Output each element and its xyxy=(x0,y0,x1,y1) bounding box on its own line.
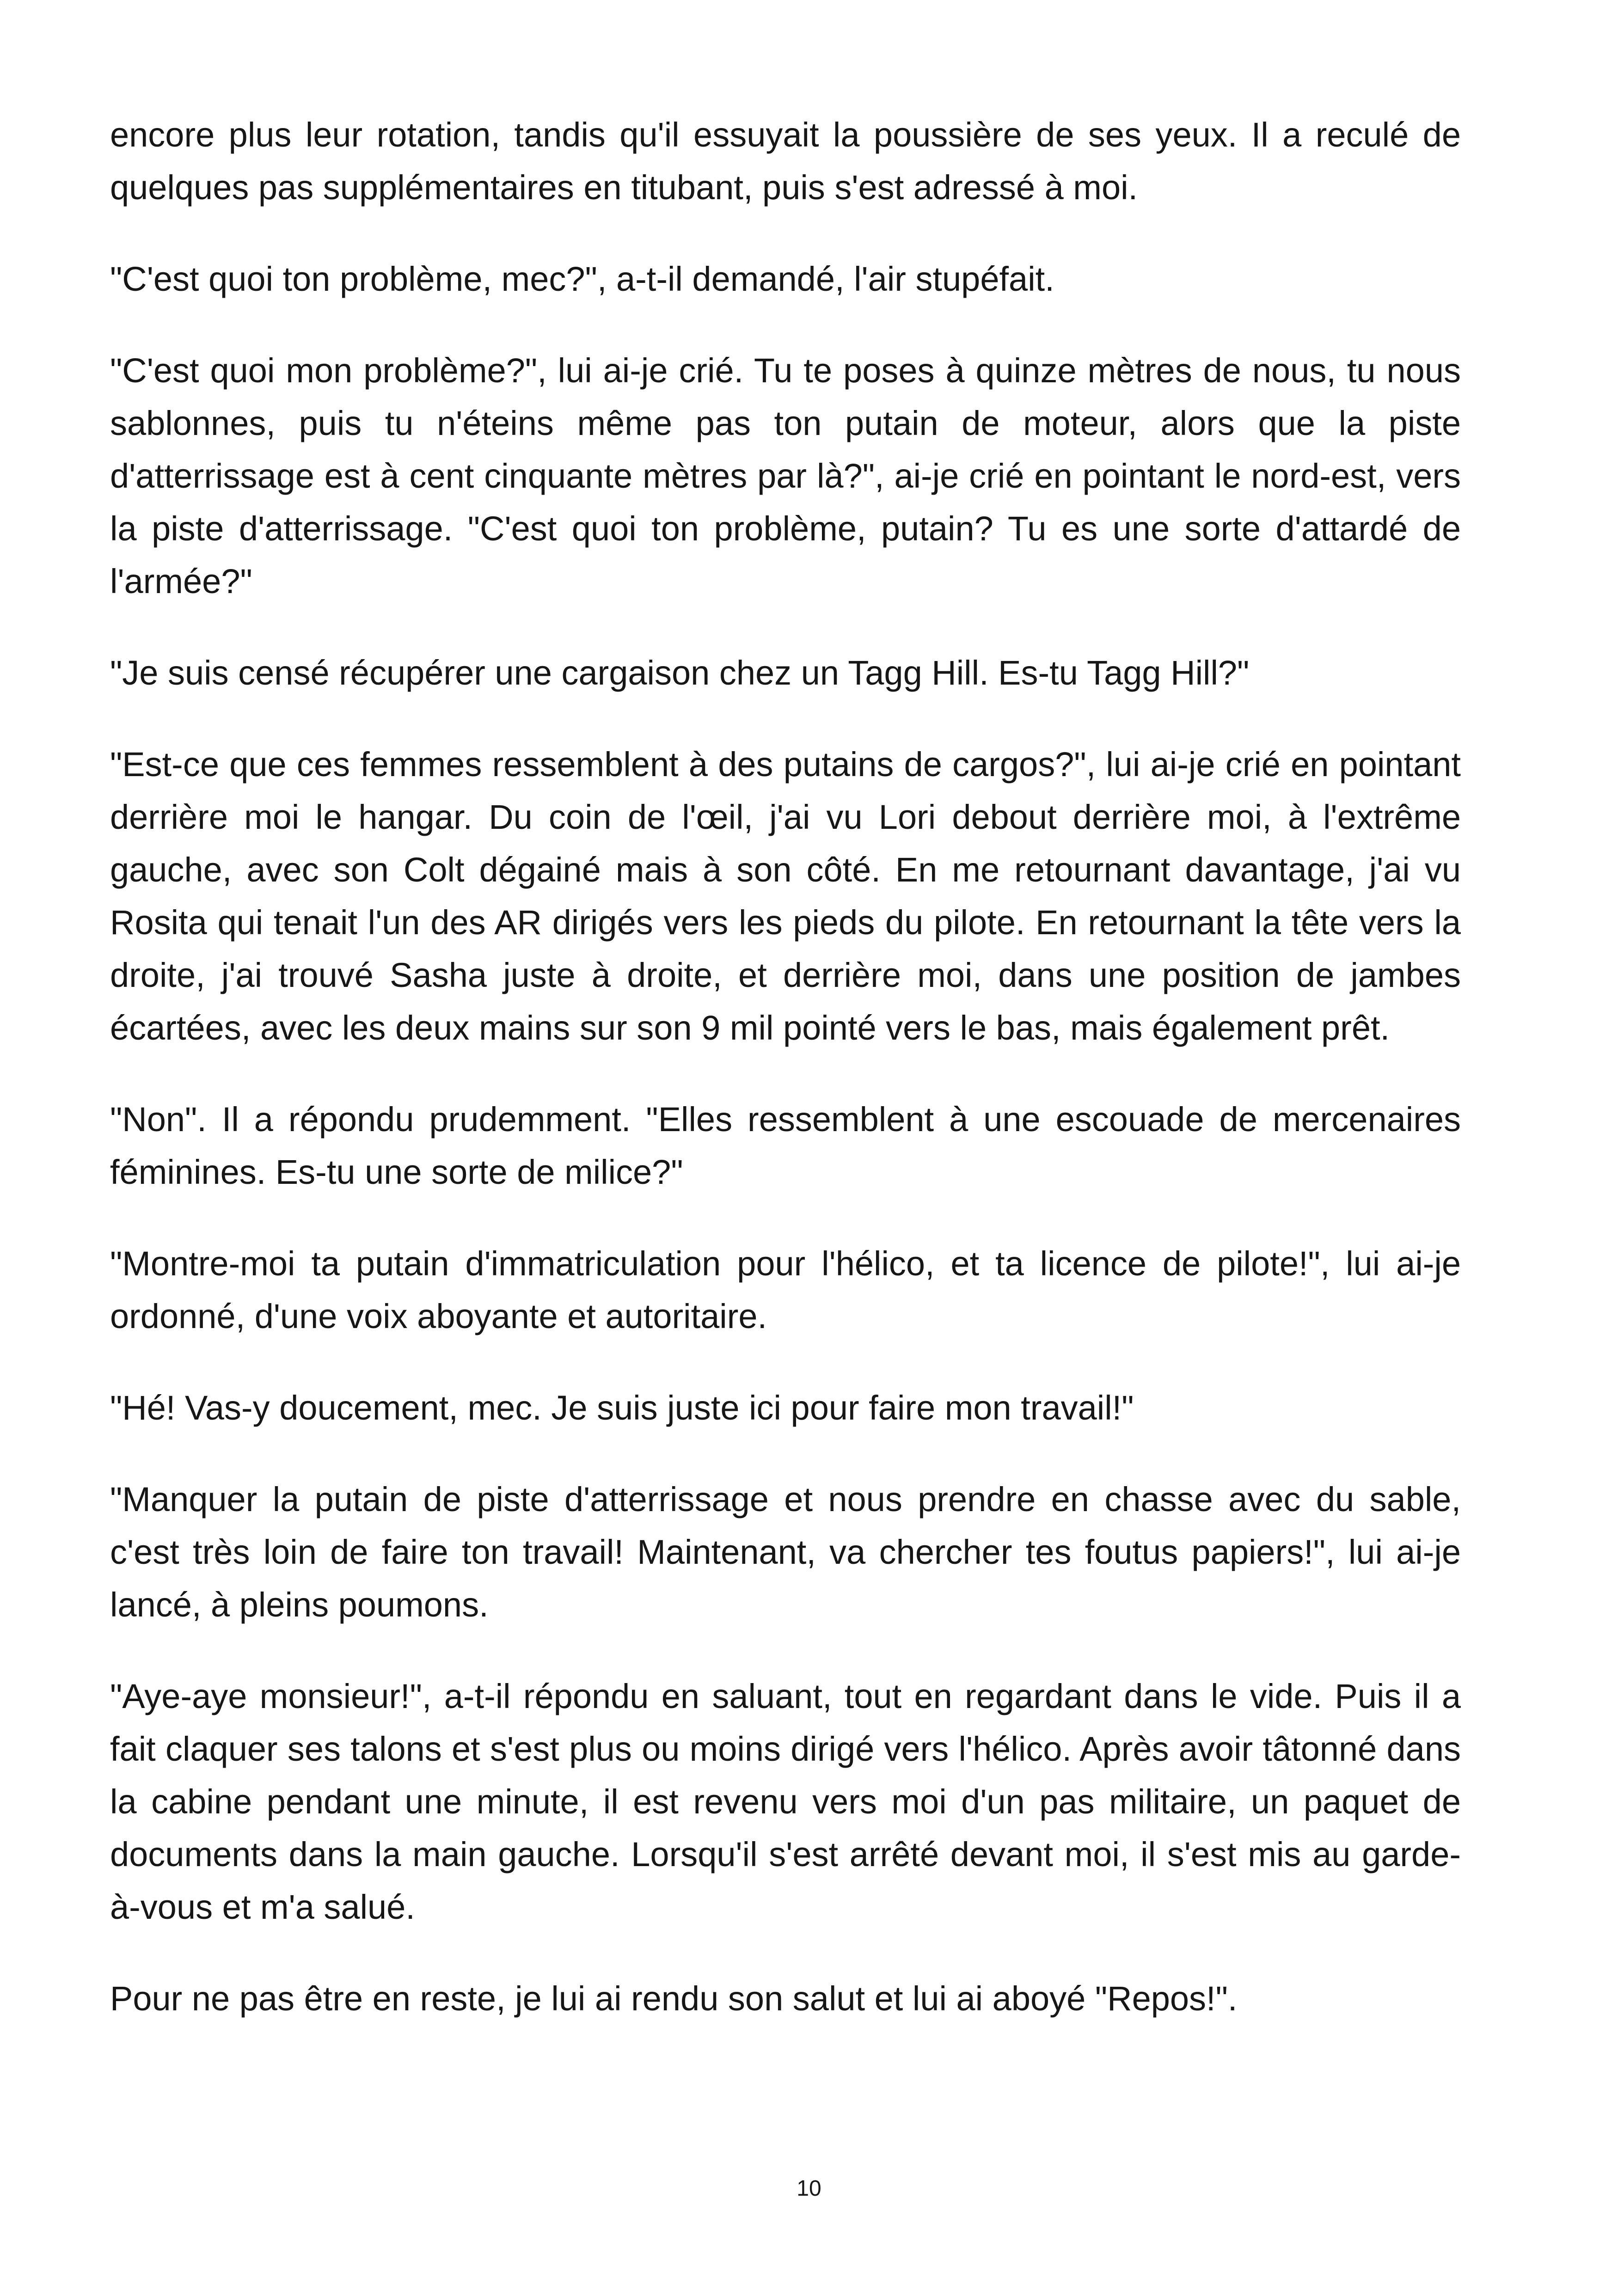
paragraph: Pour ne pas être en reste, je lui ai rendu son salut et lui ai aboyé "Repos!". xyxy=(110,1979,1238,2018)
paragraph: "Hé! Vas-y doucement, mec. Je suis juste ici pour faire mon travail!" xyxy=(110,1389,1134,1427)
paragraph: "Non". Il a répondu prudemment. "Elles ressemblent à une escouade de mercenaires féminines. Es-tu une sorte de milice?" xyxy=(110,1100,1461,1191)
body-text xyxy=(110,109,1461,2064)
paragraph: "C'est quoi ton problème, mec?", a-t-il demandé, l'air stupéfait. xyxy=(110,260,1054,298)
paragraph: "Je suis censé récupérer une cargaison chez un Tagg Hill. Es-tu Tagg Hill?" xyxy=(110,654,1250,692)
paragraph: "Est-ce que ces femmes ressemblent à des putains de cargos?", lui ai-je crié en pointant derrière moi le hangar. Du coin de l'œil, j'ai vu Lori debout derrière moi, à l'extrême gauche, avec son Colt dégainé mais à son côté. En me retournant davantage, j'ai vu Rosita qui tenait l'un des AR dirigés vers les pieds du pilote. En retournant la tête vers la droite, j'ai trouvé Sasha juste à droite, et derrière moi, dans une position de jambes écartées, avec les deux mains sur son 9 mil pointé vers le bas, mais également prêt. xyxy=(110,745,1461,1047)
paragraph: "Aye-aye monsieur!", a-t-il répondu en saluant, tout en regardant dans le vide. Puis il a fait claquer ses talons et s'est plus ou moins dirigé vers l'hélico. Après avoir tâtonné dans la cabine pendant une minute, il est revenu vers moi d'un pas militaire, un paquet de documents dans la main gauche. Lorsqu'il s'est arrêté devant moi, il s'est mis au garde-à-vous et m'a salué. xyxy=(110,1677,1461,1926)
paragraph: "Montre-moi ta putain d'immatriculation pour l'hélico, et ta licence de pilote!", lui ai-je ordonné, d'une voix aboyante et autoritaire. xyxy=(110,1244,1461,1335)
paragraph: encore plus leur rotation, tandis qu'il essuyait la poussière de ses yeux. Il a reculé de quelques pas supplémentaires en titubant, puis s'est adressé à moi. xyxy=(110,116,1461,207)
paragraph: "Manquer la putain de piste d'atterrissage et nous prendre en chasse avec du sable, c'est très loin de faire ton travail! Maintenant, va chercher tes foutus papiers!", lui ai-je lancé, à pleins poumons. xyxy=(110,1480,1461,1624)
paragraph: "C'est quoi mon problème?", lui ai-je crié. Tu te poses à quinze mètres de nous, tu nous sablonnes, puis tu n'éteins même pas ton putain de moteur, alors que la piste d'atterrissage est à cent cinquante mètres par là?", ai-je crié en pointant le nord-est, vers la piste d'atterrissage. "C'est quoi ton problème, putain? Tu es une sorte d'attardé de l'armée?" xyxy=(110,351,1461,600)
page-number: 10 xyxy=(797,2176,821,2201)
